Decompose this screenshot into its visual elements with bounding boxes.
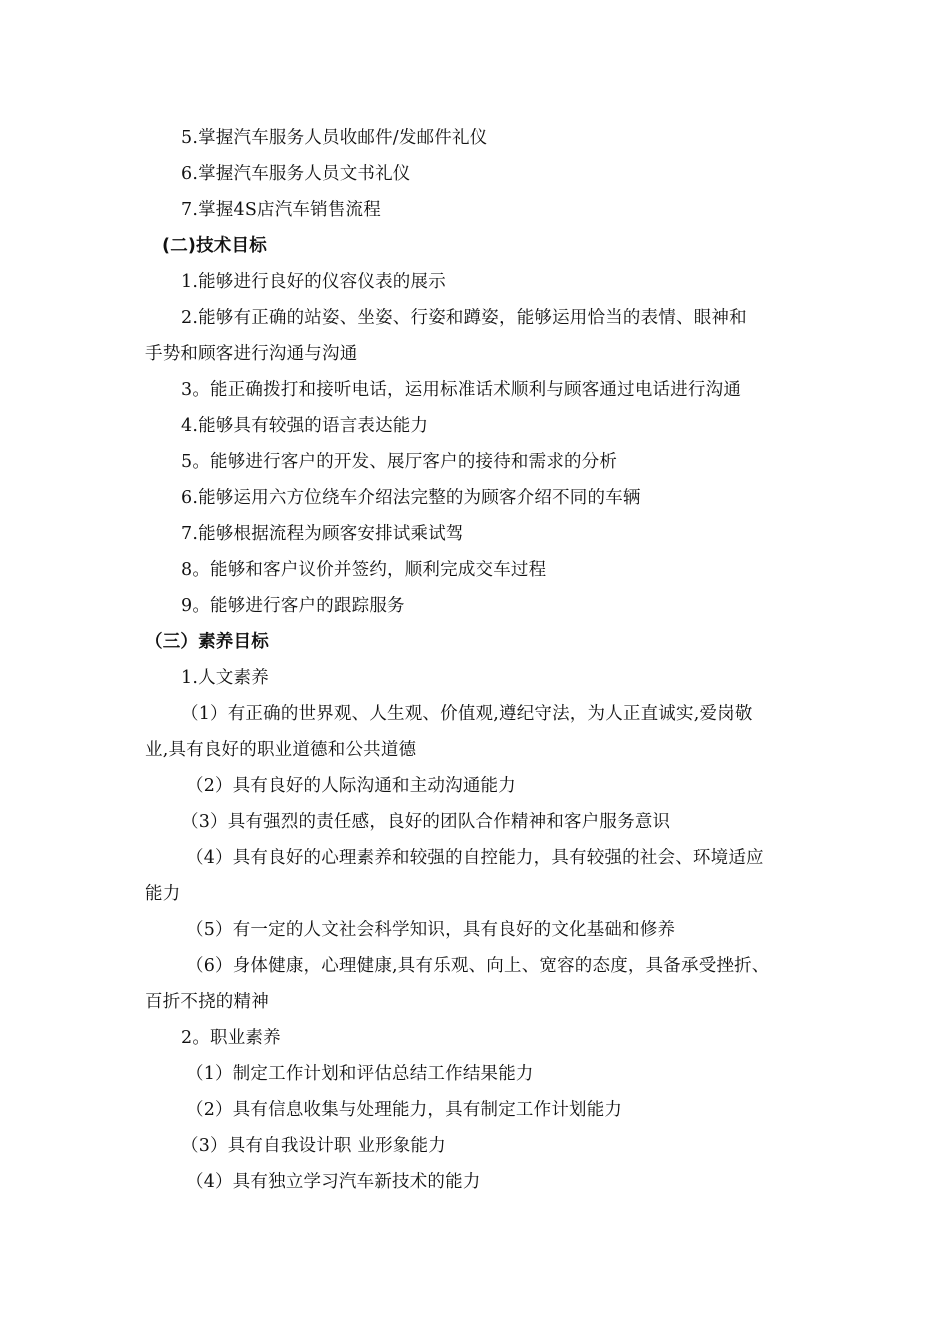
humanities-item-4: （4）具有良好的心理素养和较强的自控能力，具有较强的社会、环境适应 bbox=[186, 848, 764, 868]
professional-title: 2。职业素养 bbox=[181, 1028, 281, 1048]
humanities-item-1: （1）有正确的世界观、人生观、价值观,遵纪守法，为人正直诚实,爱岗敬 bbox=[181, 704, 753, 724]
knowledge-item-5: 5.掌握汽车服务人员收邮件/发邮件礼仪 bbox=[181, 128, 488, 148]
professional-item-1: （1）制定工作计划和评估总结工作结果能力 bbox=[186, 1064, 534, 1084]
humanities-item-1-continued: 业,具有良好的职业道德和公共道德 bbox=[145, 740, 417, 760]
professional-item-2: （2）具有信息收集与处理能力，具有制定工作计划能力 bbox=[186, 1100, 623, 1120]
section-heading-tech: (二)技术目标 bbox=[162, 236, 267, 256]
tech-item-2-continued: 手势和顾客进行沟通与沟通 bbox=[145, 344, 358, 364]
humanities-item-6: （6）身体健康，心理健康,具有乐观、向上、宽容的态度，具备承受挫折、 bbox=[186, 956, 770, 976]
humanities-item-3: （3）具有强烈的责任感，良好的团队合作精神和客户服务意识 bbox=[181, 812, 671, 832]
section-heading-quality: （三）素养目标 bbox=[145, 632, 269, 652]
professional-item-4: （4）具有独立学习汽车新技术的能力 bbox=[186, 1172, 481, 1192]
humanities-title: 1.人文素养 bbox=[181, 668, 269, 688]
tech-item-6: 6.能够运用六方位绕车介绍法完整的为顾客介绍不同的车辆 bbox=[181, 488, 641, 508]
humanities-item-5: （5）有一定的人文社会科学知识，具有良好的文化基础和修养 bbox=[186, 920, 676, 940]
tech-item-7: 7.能够根据流程为顾客安排试乘试驾 bbox=[181, 524, 464, 544]
tech-item-2: 2.能够有正确的站姿、坐姿、行姿和蹲姿，能够运用恰当的表情、眼神和 bbox=[181, 308, 747, 328]
knowledge-item-6: 6.掌握汽车服务人员文书礼仪 bbox=[181, 164, 411, 184]
knowledge-item-7: 7.掌握4S店汽车销售流程 bbox=[181, 200, 381, 220]
tech-item-1: 1.能够进行良好的仪容仪表的展示 bbox=[181, 272, 446, 292]
tech-item-4: 4.能够具有较强的语言表达能力 bbox=[181, 416, 429, 436]
professional-item-3: （3）具有自我设计职 业形象能力 bbox=[181, 1136, 446, 1156]
tech-item-3: 3。能正确拨打和接听电话，运用标准话术顺利与顾客通过电话进行沟通 bbox=[181, 380, 742, 400]
humanities-item-2: （2）具有良好的人际沟通和主动沟通能力 bbox=[186, 776, 516, 796]
humanities-item-4-continued: 能力 bbox=[145, 884, 181, 904]
tech-item-8: 8。能够和客户议价并签约，顺利完成交车过程 bbox=[181, 560, 547, 580]
tech-item-5: 5。能够进行客户的开发、展厅客户的接待和需求的分析 bbox=[181, 452, 618, 472]
humanities-item-6-continued: 百折不挠的精神 bbox=[145, 992, 269, 1012]
tech-item-9: 9。能够进行客户的跟踪服务 bbox=[181, 596, 405, 616]
